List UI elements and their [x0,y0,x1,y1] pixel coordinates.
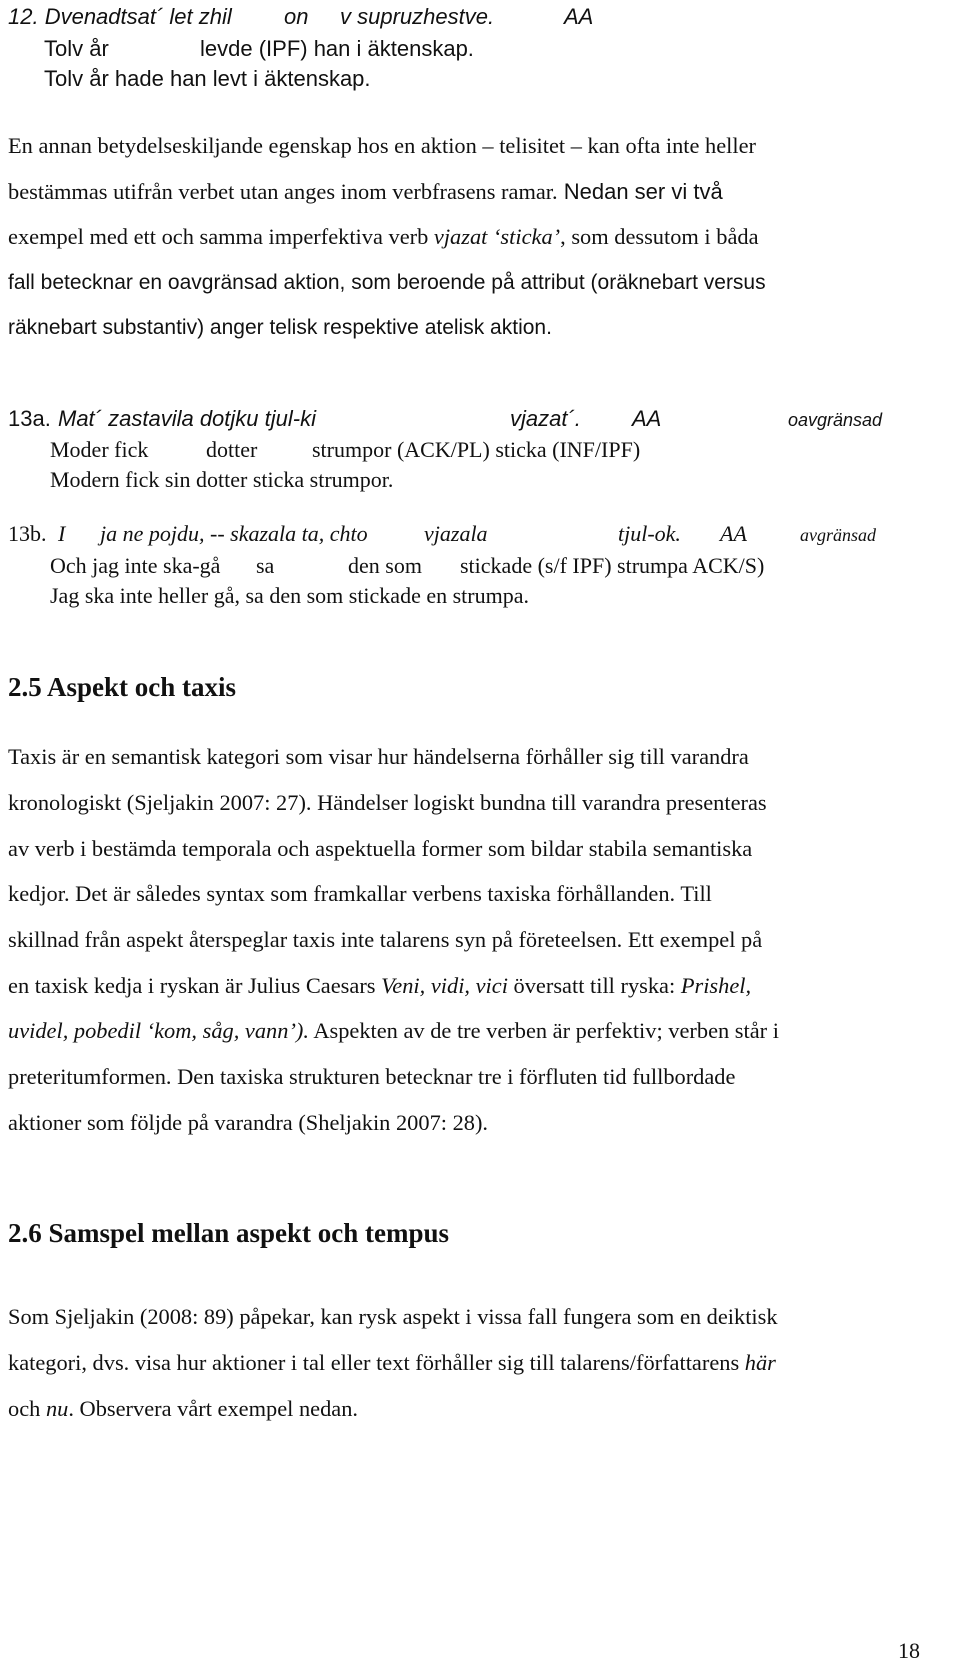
example-13a-translation: Modern fick sin dotter sticka strumpor. [50,467,394,492]
s25-line8: preteritumformen. Den taxiska strukturen betecknar tre i förfluten tid fullbordade [8,1064,736,1089]
example-13a-number: 13a. [8,406,51,431]
example-13a-w1: Moder fick [50,437,149,462]
para1-line5: räknebart substantiv) anger telisk respektive atelisk aktion. [8,316,552,339]
example-13a-w2: dotter [206,437,258,462]
example-13b-g3: vjazala [424,521,488,546]
section-2-6-heading [8,1218,449,1249]
s25-line6-italic: Veni, vidi, vici [381,973,508,998]
example-13b-w3: den som [348,553,422,578]
example-13a-gloss1: Mat´ zastavila dotjku tjul-ki [58,406,316,431]
example-13b-label: avgränsad [800,525,876,545]
para1-line2 [8,181,723,203]
example-13b-g2: ja ne pojdu, -- skazala ta, chto [100,521,368,546]
section-2-5-title: 5 Aspekt och taxis [28,672,237,702]
example-13b-w1: Och jag inte ska-gå [50,553,221,578]
para1-line4: fall betecknar en oavgränsad aktion, som beroende på attribut (oräknebart versus [8,271,766,294]
s25-line2-a: kronologiskt (Sjeljakin 2007: 27). [8,790,312,815]
example-13b-g5: AA [720,521,747,546]
s26-line3-c: . Observera vårt exempel nedan. [68,1396,359,1421]
section-2-6-number: 2. [8,1218,29,1248]
s26-line1: Som Sjeljakin (2008: 89) påpekar, kan rysk aspekt i vissa fall fungera som en deiktisk [8,1304,778,1329]
s25-line7-b: Aspekten av de tre verben är perfektiv; verben står i [308,1018,779,1043]
example-12-gloss-v: v supruzhestve. [340,4,495,29]
s26-line3-italic: nu [45,1396,69,1421]
example-13b-number: 13b. [8,521,47,546]
para1-line3-italic: vjazat ‘sticka’ [433,224,561,249]
gloss-text: 12. Dvenadtsat´ let zhil [8,4,232,29]
s26-line2-italic: här [744,1350,776,1375]
example-13a-label: oavgränsad [788,410,883,430]
s26-line2 [8,1352,776,1374]
s25-line4: kedjor. Det är således syntax som framkallar verbens taxiska förhållanden. Till [8,881,712,906]
example-13b-translation: Jag ska inte heller gå, sa den som stickade en strumpa. [50,583,529,608]
section-2-6-title: 6 Samspel mellan aspekt och tempus [28,1218,450,1248]
example-12-words: Tolv år [44,36,109,61]
s25-line6 [8,975,751,997]
s26-line3 [8,1398,358,1420]
example-13b-w2: sa [256,553,275,578]
example-12-gloss-on: on [284,4,309,29]
para1-line3-c: , som dessutom i båda [560,224,759,249]
s25-line2-b: Händelser logiskt bundna till varandra presenteras [311,790,767,815]
example-13a-gloss2: vjazat´. [510,406,581,431]
example-13b-g1: I [58,521,66,546]
s25-line7 [8,1020,779,1042]
s25-line2 [8,792,767,814]
s25-line7-italic: uvidel, pobedil ‘kom, såg, vann’). [8,1018,309,1043]
s25-line3: av verb i bestämda temporala och aspektuella former som bildar stabila semantiska [8,836,753,861]
s26-line3-a: och [8,1396,46,1421]
s26-line2-a: kategori, dvs. visa hur aktioner i tal eller text förhåller sig till talarens/författarens [8,1350,745,1375]
example-12-words-rest: levde (IPF) han i äktenskap. [200,36,474,61]
example-13b-w4: stickade (s/f IPF) strumpa ACK/S) [460,553,765,578]
para1-line1: En annan betydelseskiljande egenskap hos en aktion – telisitet – kan ofta inte heller [8,133,756,158]
s25-line9: aktioner som följde på varandra (Sheljakin 2007: 28). [8,1110,489,1135]
para1-line3-a: exempel med ett och samma imperfektiva verb [8,224,434,249]
example-13b-g4: tjul-ok. [618,521,681,546]
s25-line6-italic2: Prishel, [680,973,752,998]
section-2-5-heading [8,672,236,703]
s25-line1: Taxis är en semantisk kategori som visar hur händelserna förhåller sig till varandra [8,744,749,769]
example-12-gloss [8,4,232,30]
example-12-translation: Tolv år hade han levt i äktenskap. [44,66,371,91]
page-number: 18 [898,1638,920,1663]
para1-line3 [8,226,759,248]
example-13a-gloss3: AA [632,406,662,431]
para1-line2-serif: bestämmas utifrån verbet utan anges inom verbfrasens ramar. [8,179,558,204]
s25-line5: skillnad från aspekt återspeglar taxis inte talarens syn på företeelsen. Ett exempel på [8,927,763,952]
para1-line2-sans: Nedan ser vi två [557,179,723,204]
s25-line6-c: översatt till ryska: [507,973,681,998]
section-2-5-number: 2. [8,672,29,702]
example-13a-w3: strumpor (ACK/PL) sticka (INF/IPF) [312,437,641,462]
s25-line6-a: en taxisk kedja i ryskan är Julius Caesars [8,973,382,998]
example-12-gloss-aa: AA [564,4,594,29]
